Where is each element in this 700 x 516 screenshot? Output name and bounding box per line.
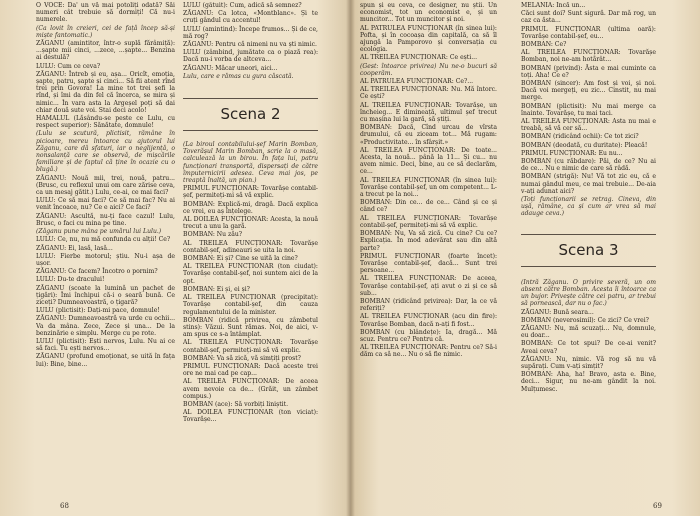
text-paragraph: PRIMUL FUNCȚIONAR (ultima oară): Tovarășe contabil-șef, eu... <box>521 25 656 40</box>
text-paragraph: BOMBAN: Nu, Va să zică. Cu cine? Cu ce? Explicația. În mod adevărat sau din altă parte? <box>360 230 497 252</box>
text-paragraph: BOMBAN (cu blândețe): Ia, dragă... Mă scuz. Pentru ce? Pentru că. <box>360 328 497 343</box>
text-paragraph: BOMBAN: Ce? <box>521 41 567 49</box>
text-paragraph: PRIMUL FUNCȚIONAR: Tovarășe contabil-șef, permiteți-mi să vă explic. <box>183 185 318 200</box>
text-paragraph: ZĂGANU: Bună seara... <box>521 308 594 316</box>
text-paragraph: AL PATRULEA FUNCȚIONAR: Ce?... <box>360 78 474 86</box>
right-column-2 <box>521 2 656 494</box>
right-column-1 <box>360 2 497 494</box>
text-paragraph: BOMBAN (strigă): Nu! Vă tot zic eu, că e numai gândul meu, ce mai trebuie... De-aia v-ați adunat aici? <box>521 173 656 195</box>
stage-direction: (Zăganu pune mâna pe umărul lui Lulu.) <box>36 228 162 236</box>
text-paragraph: LULU (gâtuit): Cum, adică să semnez? <box>183 2 302 9</box>
text-paragraph: LULU (amintind): Începe frumos... Și de ce, mă rog? <box>183 25 318 40</box>
text-paragraph: ZĂGANU: Ascultă, nu-ți face cazul! Lulu, Brusc, o faci cu mina pe tine. <box>36 212 175 227</box>
stage-direction: (La biroul contabilului-șef Marin Bomban, Toverășul Marin Bomban, scrie la o masă, calculează la un birou. În fața lui, patru funcționari transportă, dispersați de către împuternicirii adesea. Ceva mai jos, pe treaptă înaltă, un pian.) <box>183 141 318 185</box>
text-paragraph: LULU (plictisit): Ești nervos, Lulu. Nu ai ce să faci. Tu ești nervos... <box>36 337 175 353</box>
text-paragraph: BOMBAN (plictisit): Nu mai merge ca înainte. Tovarășe, tu mai taci. <box>521 102 656 117</box>
text-paragraph: ZĂGANU: Întreb și eu, așa... Oricît, emoția, șapte, patru, șapte și cinci... Să fii atent rînd trei prin Govora! La mine tot trei șefi la rînd, și îmi da din fel că încerca, se mira și nimic... În vara asta la Argeșel poți să dai chiar două sute voi. Stai deci acolo! <box>36 70 175 114</box>
text-paragraph: AL TREILEA FUNCȚIONAR (precipitat): Tovarășe contabil-șef, din cauza regulamentului de la minister. <box>183 294 318 316</box>
text-paragraph: BOMBAN: Aha, ha! Bravo, asta e. Bine, deci... Sigur, nu ne-am gândit la noi. Mulțumesc. <box>521 371 656 393</box>
stage-direction: (Lulu se scutură, plictisit, rămâne în picioare, mereu întoarce cu ajutorul lui Zăganu, care dă sfaturi, iar o neglijență, o nonsalanță care se observă, de mișcările familiare și de faptul că ține în ocazie cu o blugă.) <box>36 130 175 174</box>
text-paragraph: BOMBAN (deodată, cu duritate): Pleacă! <box>521 141 648 149</box>
text-paragraph: AL TREILEA FUNCȚIONAR: Ce ești... <box>360 54 478 62</box>
stage-direction: (Intră Zăganu. O privire severă, un om absent către Bomban. Acesta îi întoarce ca un bujor. Privește către cei patru, ar trebui să pornească, dar nu o fac.) <box>521 278 656 308</box>
text-paragraph: BOMBAN: Ce tot spui? De ce-ai venit? Aveai ceva? <box>521 340 656 355</box>
text-paragraph: ZĂGANU: Pentru că nimeni nu va ști nimic. <box>183 41 317 49</box>
text-paragraph: PRIMUL FUNCȚIONAR: Dacă aceste trei ore ne mai cad pe cap... <box>183 362 318 378</box>
text-paragraph: ZĂGANU (profund emoționat, se uită în fața lui): Bine, bine... <box>36 353 175 368</box>
text-paragraph: AL DOILEA FUNCȚIONAR (ton viciat): Tovarășe... <box>183 409 318 424</box>
text-paragraph: PRIMUL FUNCȚIONAR: Eu nu... <box>521 149 623 157</box>
text-paragraph: PRIMUL FUNCȚIONAR (foarte încet): Tovarășe contabil-șef, dacă... Sunt trei persoane... <box>360 252 497 275</box>
scene-3-heading: Scena 3 <box>521 234 656 267</box>
text-paragraph: spun și eu ceva, ce designer, nu știi. Un economist, tot un economist e, și un muncitor... Tot un muncitor și noi. <box>360 2 497 24</box>
right-page <box>351 0 700 516</box>
text-paragraph: BOMBAN: Ei și, ei și? <box>183 285 250 293</box>
stage-direction: (Toți funcționarii se retrag. Cineva, din ușă, rămâne, ca și cum ar vrea să mai adauge ceva.) <box>521 196 656 218</box>
text-paragraph: ZĂGANU: Nu, mă scuzați... Nu, domnule, eu doar... <box>521 324 656 340</box>
text-paragraph: AL TREILEA FUNCȚIONAR: Pentru ce? Să-i dăm ca să ne... Nu o să fie nimic. <box>360 344 497 359</box>
text-paragraph: BOMBAN: Nu zău? <box>183 231 243 239</box>
text-paragraph: BOMBAN (ace): Să vorbiți liniștit. <box>183 400 289 408</box>
text-paragraph: AL TREILEA FUNCȚIONAR: Tovarășe Bomban, noi ne-am hotărât... <box>521 49 656 64</box>
text-paragraph: AL PATRULEA FUNCȚIONAR (în sinea lui): Pofta, și în cocoașa din capitală, ca să îl ajungă la Pamporovo și conversația cu ecologia. <box>360 24 497 54</box>
text-paragraph: LULU: Ce să mai faci? Ce să mai fac? Nu ai venit încoace, nu? Ce e aici? Ce faci? <box>36 197 175 212</box>
text-paragraph: BOMBAN: Ei și? Cine se uită la cine? <box>183 255 298 263</box>
text-paragraph: LULU (plictisit): Dați-mi pace, domnule! <box>36 307 160 315</box>
text-paragraph: BOMBAN (sincer): Am fost și voi, și noi. Dacă voi mergeți, eu zic... Cinstit, nu mai merge. <box>521 80 656 102</box>
text-paragraph: ZĂGANU (amintitor, într-o suplă fărâmiță): ...șapte mii cinci, ...zece, ...șapte... Benzina ai destulă? <box>36 40 175 62</box>
text-paragraph: BOMBAN: Dacă, Cînd urcau de vîrsta drumului, că eu ziceam tot... Mă rugam: «Productivitate... în sfârșit.» <box>360 124 497 146</box>
text-paragraph: LULU: Fierbe motorul; știu. Nu-i așa de ușor. <box>36 252 175 267</box>
text-paragraph: BOMBAN (ridică privirea, cu zâmbetul stins): Văzui. Sunt rămas. Noi, de aici, v-am spus ce s-a întâmplat. <box>183 316 318 339</box>
book-gutter <box>346 0 355 516</box>
page-number-right: 69 <box>653 502 662 510</box>
text-paragraph: BOMBAN (ridicând ochii): Ce tot zici? <box>521 133 639 141</box>
text-paragraph: ZĂGANU (scoate la lumină un pachet de țigări): Îmi închipui că-i o seară bună. Ce ziceți? Dumneavoastră, o țigară? <box>36 284 175 306</box>
text-paragraph: AL TREILEA FUNCȚIONAR (ton ciudat): Tovarășe contabil-șef, noi suntem aici de la opt. <box>183 263 318 285</box>
text-paragraph: AL TREILEA FUNCȚIONAR (acu din fire): Tovarășe Bomban, dacă n-ați fi fost... <box>360 313 497 328</box>
text-paragraph: BOMBAN (cu răbdare): Păi, de ce? Nu ai de ce... Nu e nimic de care să râdă. <box>521 158 656 173</box>
text-paragraph: BOMBAN (neverosimil): Ce zici? Ce vrei? <box>521 316 649 324</box>
text-paragraph: HAMALUL (Lăsându-se peste ce Lulu, cu respect superior): Sănătate, domnule! <box>36 115 175 130</box>
text-paragraph: AL TREILEA FUNCȚIONAR: Tovarășe contabil-șef, permiteți-mi să vă explic. <box>360 214 497 229</box>
text-paragraph: O VOCE: Da' un vă mai potoliți odată? Săi numeri cât trebuie să dormiți! Că nu-i numerele. <box>36 2 175 24</box>
text-paragraph: ZĂGANU: Nouă mii, trei, nouă, patru... (Brusc, cu reflexul unui om care zărise ceva, ca un mesaj gătit.) Lulu, ce-ai, ce mai faci? <box>36 174 175 197</box>
text-paragraph: AL TREILEA FUNCȚIONAR: De toate... Acesta, la nouă... până la 11... Și cu... nu avem nimic. Deci, bine, au ce să declarăm, ce... <box>360 146 497 176</box>
text-paragraph: BOMBAN: Din ce... de ce... Când și ce și când ce? <box>360 199 497 214</box>
text-paragraph: AL TREILEA FUNCȚIONAR: Tovarășe, un încheieg... E dimineață, ultimul șef trecut cu mașina lui la gară, să știți. <box>360 101 497 124</box>
text-paragraph: AL TREILEA FUNCȚIONAR: De aceea, Tovarășe contabil-șef, ați avut o zi și ce să sub... <box>360 275 497 297</box>
stage-direction: Lulu, care e rămas cu gura căscată. <box>183 72 294 80</box>
text-paragraph: LULU: Cum ce ceva? <box>36 62 101 70</box>
text-paragraph: Căci sunt doi? Sunt sigură. Dar mă rog, un caz ca ăsta... <box>521 10 656 25</box>
text-paragraph: LULU: Ce, nu, nu mă confunda cu alții! Ce? <box>36 236 171 244</box>
text-paragraph: ZĂGANU: Nu, nimic. Vă rog să nu vă supărați. Cum v-ați simțit? <box>521 355 656 370</box>
text-paragraph: MELANIA: Încă un... <box>521 2 586 9</box>
stage-direction: (Ca lovit în creieri, cei de față încep să-și miște fantomatic.) <box>36 24 175 39</box>
text-paragraph: ZĂGANU: Măcar uneori, aici... <box>183 64 278 72</box>
text-paragraph: AL TREILEA FUNCȚIONAR: De aceea avem nevoie ca de... (Grăit, un zâmbet compus.) <box>183 378 318 400</box>
left-column-1 <box>36 2 175 494</box>
text-paragraph: ZĂGANU: Dumneavoastră va urde cu ochii... Va da mâna. Zece, Zece și una... De la benzinărie e simplu. Merge cu pe rote. <box>36 315 175 337</box>
text-paragraph: BOMBAN (ridicând privirea): Dar, la ce vă referiți? <box>360 297 497 313</box>
text-paragraph: LULU: Du-te dracului! <box>36 276 105 284</box>
page-number-left: 68 <box>60 502 69 510</box>
scene-2-heading: Scena 2 <box>183 98 318 131</box>
text-paragraph: AL TREILEA FUNCȚIONAR: Tovarășe contabil-șef, adineauri se uita la noi. <box>183 239 318 254</box>
text-paragraph: AL DOILEA FUNCȚIONAR: Acesta, la nouă trecut a unu la gară. <box>183 216 318 231</box>
text-paragraph: BOMBAN: Va să zică, vă simțiți prost? <box>183 354 301 362</box>
text-paragraph: LULU (zâmbind, jumătate ca o piază rea): Dacă nu-i vorba de altceva... <box>183 49 318 64</box>
stage-direction: (Gest: întoarce privirea) Nu ne-o bucuri să cooperăm. <box>360 62 497 77</box>
text-paragraph: AL TREILEA FUNCȚIONAR: Nu. Mă întorc. Ce ești? <box>360 86 497 101</box>
text-paragraph: BOMBAN (privind): Ăsta e mai cuminte ca toți. Aha! Ce e? <box>521 64 656 79</box>
left-column-2 <box>183 2 318 494</box>
text-paragraph: AL TREILEA FUNCȚIONAR: Tovarășe contabil-șef, permiteți-mi să vă explic. <box>183 339 318 354</box>
text-paragraph: ZĂGANU: Ca lotca, «Montblanc». Și te cruți gândul cu accentul! <box>183 10 318 25</box>
text-paragraph: AL TREILEA FUNCȚIONAR: Asta nu mai e treabă, să vă cer să... <box>521 118 656 133</box>
text-paragraph: ZĂGANU: Ce facem? Încotro o pornim? <box>36 268 158 276</box>
text-paragraph: AL TREILEA FUNCȚIONAR (în sinea lui): Tovarășe contabil-șef, un om competent... L-a trecut pe la noi... <box>360 176 497 199</box>
text-paragraph: ZĂGANU: Ei, lasă, lasă... <box>36 244 113 252</box>
text-paragraph: BOMBAN: Explică-mi, dragă. Dacă explica ce vrei, eu aș înțelege. <box>183 200 318 215</box>
